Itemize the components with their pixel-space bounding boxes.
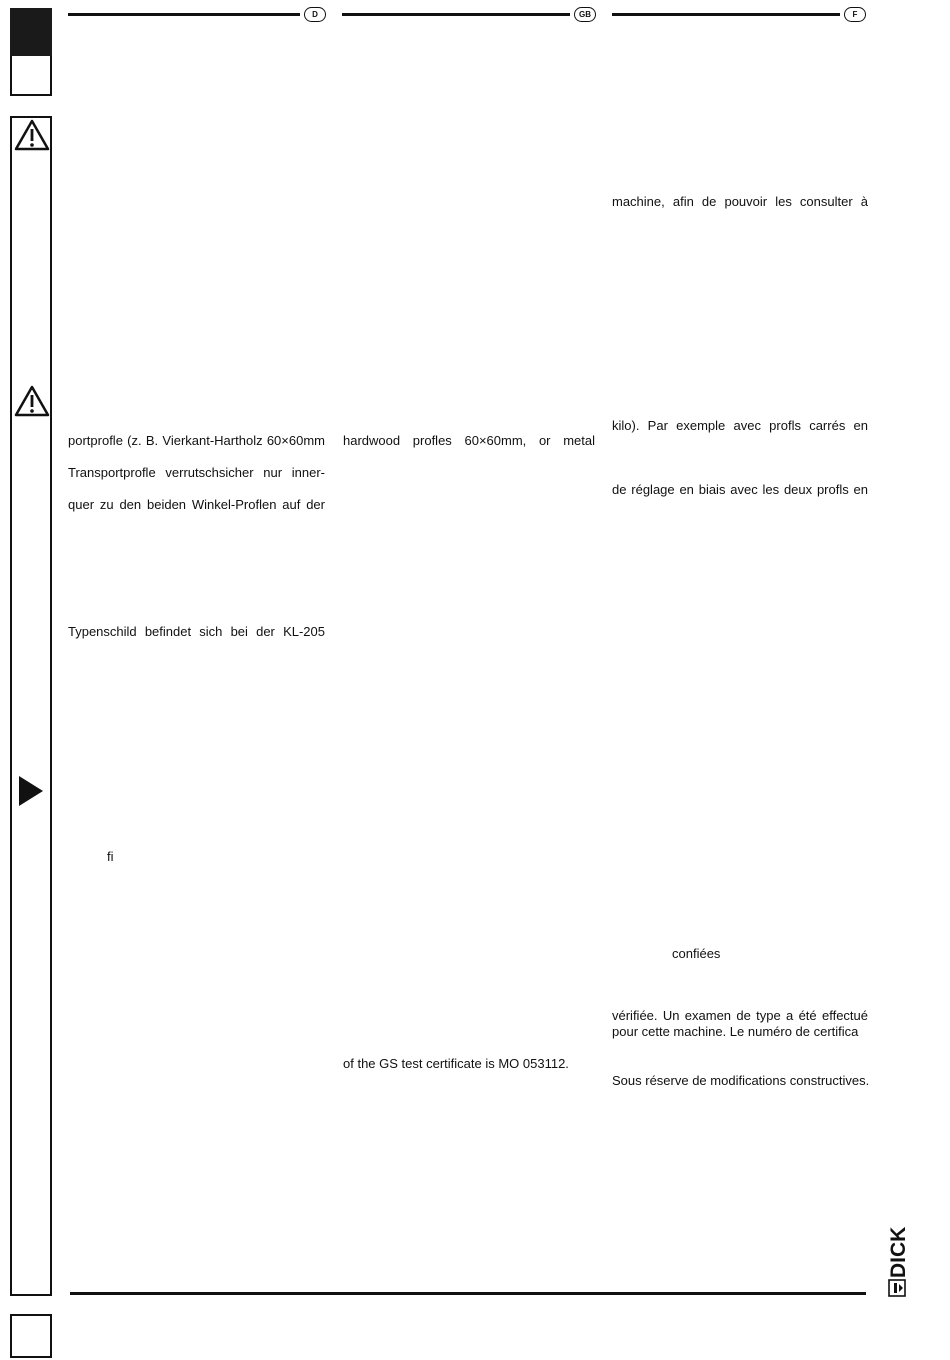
fr-text-line: kilo). Par exemple avec profls carrés en xyxy=(612,418,868,433)
warning-icon xyxy=(14,384,50,418)
de-text-line: Typenschild befindet sich bei der KL-205 xyxy=(68,624,325,639)
de-text-line: portprofle (z. B. Vierkant-Hartholz 60×60mm xyxy=(68,433,325,448)
fr-text-line: pour cette machine. Le numéro de certifica xyxy=(612,1024,859,1039)
footer-rule xyxy=(70,1292,866,1295)
fr-text-line: de réglage en biais avec les deux profls en xyxy=(612,482,868,497)
play-arrow-icon xyxy=(19,776,43,806)
gb-text-line: hardwood profles 60×60mm, or metal xyxy=(343,433,595,448)
dick-logo xyxy=(884,1216,912,1300)
fr-text-line: Sous réserve de modifications constructives. xyxy=(612,1073,870,1088)
warning-icon xyxy=(14,118,50,152)
fr-text-line: vérifiée. Un examen de type a été effectué xyxy=(612,1008,868,1023)
page-number-box xyxy=(10,1314,52,1358)
lang-badge-de: D xyxy=(304,7,326,22)
de-text-line: quer zu den beiden Winkel-Proflen auf der xyxy=(68,497,325,512)
lang-badge-fr: F xyxy=(844,7,866,22)
gb-text-line: of the GS test certificate is MO 053112. xyxy=(343,1056,569,1071)
chapter-tab-dark xyxy=(10,8,52,56)
header-rule-fr xyxy=(612,13,840,16)
fr-text-fragment: confiées xyxy=(672,946,721,961)
de-text-line: Transportprofle verrutschsicher nur inner- xyxy=(68,465,325,480)
sidebar-strip xyxy=(10,116,52,1296)
chapter-tab-box xyxy=(10,56,52,96)
lang-badge-gb: GB xyxy=(574,7,596,22)
header-rule-de xyxy=(68,13,300,16)
fr-text-line: machine, afin de pouvoir les consulter à xyxy=(612,194,868,209)
logo-wordmark: DICK xyxy=(887,1226,910,1278)
header-rule-gb xyxy=(342,13,570,16)
de-text-fragment: fi xyxy=(107,849,114,864)
